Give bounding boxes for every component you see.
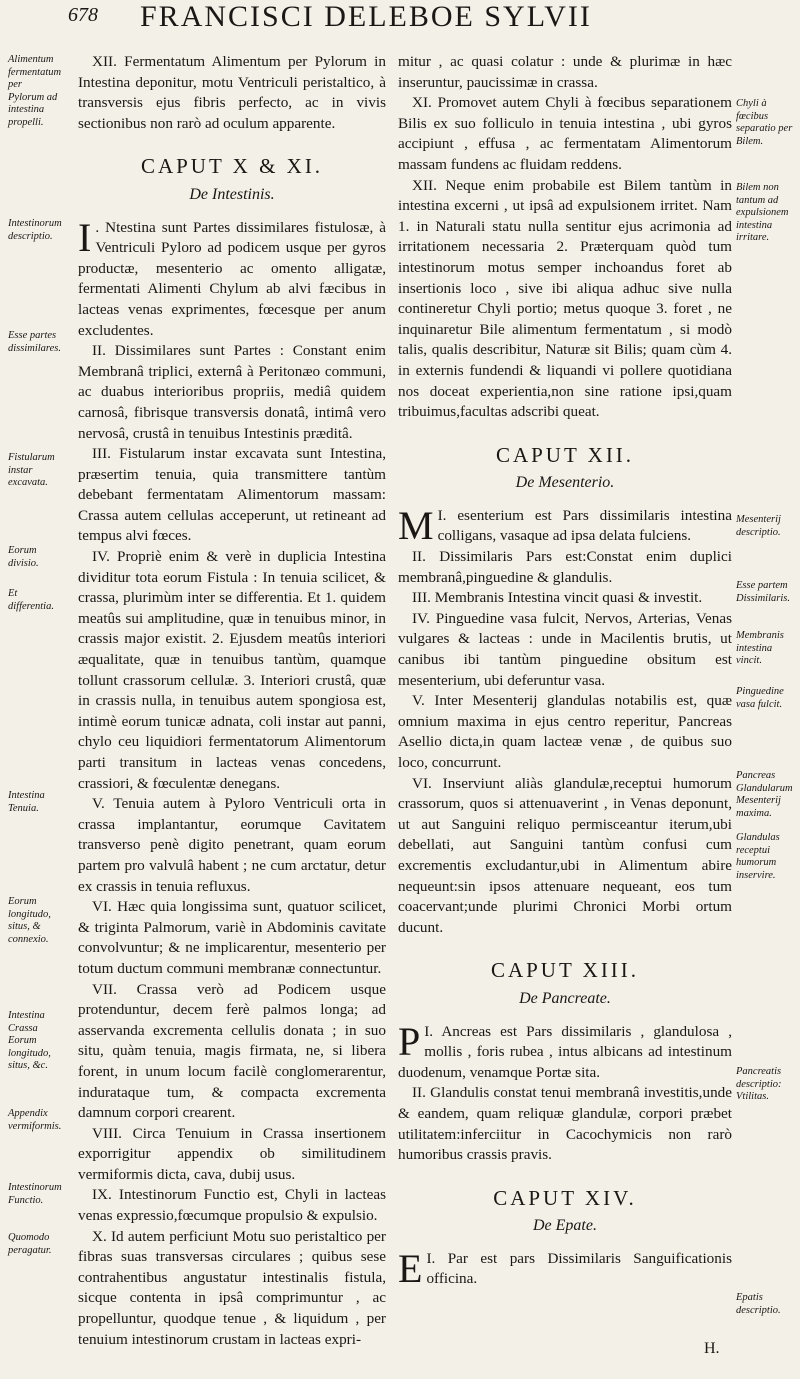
paragraph (398, 609, 732, 691)
paragraph-text: I. Par est pars Dissimilaris Sanguificationis officina. (426, 1249, 732, 1288)
chapter-heading: CAPUT XIII. (490, 958, 640, 983)
paragraph (78, 1227, 386, 1351)
page-number: 678 (68, 4, 98, 26)
paragraph-text: VI. Inserviunt aliàs glandulæ,receptui humorum crassorum, quos si attenuaverint , in Venas deponunt, ut aut Sanguini reliquo permisceantur iterum,ubi debellati, aut Sanguini tantùm confusi cum excrementis excludantur,ubi in Alimentum abire nequeunt:sin ipsos attenuare nequeant, eos tum coacervant;unde plurimi Chronici Morbi ortum ducunt. (398, 774, 732, 936)
paragraph (398, 93, 732, 175)
chapter-heading: CAPUT X & XI. (140, 154, 324, 179)
paragraph (78, 1124, 386, 1186)
paragraph-text: VI. Hæc quia longissima sunt, quatuor scilicet, & triginta Palmorum, variè in Abdominis cavitate convolvuntur; & ne implicarentur, mesenterio per totum ductum communi membranæ connectuntur. (78, 898, 386, 977)
margin-note: Chyli à fœcibus separatio per Bilem. (736, 98, 793, 147)
margin-note: Mesenterij descriptio. (736, 514, 781, 538)
paragraph-text: X. Id autem perficiunt Motu suo peristaltico per fibras suas transversas circulares ; quibus sese contrahentibus angustatur intestinalis fistula, sicque contenta in ipsâ comprimuntur , ac propelluntur, quodque tenue , & liquidum , per tenuium intestinorum crustam in lacteas expri- (78, 1227, 386, 1348)
drop-capital: P (398, 1018, 421, 1064)
drop-capital: M (398, 502, 434, 548)
margin-note: Intestinorum descriptio. (8, 218, 62, 242)
paragraph-text: III. Membranis Intestina vincit quasi & investit. (412, 589, 703, 607)
left-column (78, 52, 386, 1350)
margin-note: Eorum longitudo, situs, & connexio. (8, 896, 51, 945)
margin-note: Intestinorum Functio. (8, 1182, 62, 1206)
paragraph-text: . Ntestina sunt Partes dissimilares fistulosæ, à Ventriculi Pyloro ad podicem usque per gyros productæ, mesenterio ac omento alligatæ, fermentati Alimenti Chylum ab alvi fæcibus in lacteas venas exprimentes, fœcesque per anum excludentes. (78, 218, 386, 339)
paragraph (78, 1185, 386, 1226)
paragraph (78, 794, 386, 897)
drop-capital: E (398, 1245, 423, 1291)
paragraph (78, 980, 386, 1124)
margin-note: Bilem non tantum ad expulsionem intestina irritare. (736, 182, 789, 243)
paragraph (78, 214, 386, 342)
paragraph-text: XII. Neque enim probabile est Bilem tantùm in intestina excerni , ut ipsâ ad expulsionem irritet. Nam 1. in Naturali statu nulla sentitur ejus acrimonia ad irritationem necessaria 2. Præterquam quòd tum intestinorum motus semper inchoandus foret ab insertionis loco , sive ibi aliqua adhuc sive nulla contineretur Chyli portio; metus quoque 3. foret , ne inquinaretur Bile alimentum fermentatum , si modò talis, qualis describitur, Naturæ sit Bilis; quam cùm 4. in externis fundendi & liquandi vi pollere quotidiana nos doceat experientia,non sine ratione ipsi,quam tribuimus,facultas adscribi queat. (398, 176, 732, 421)
margin-note: Et differentia. (8, 588, 54, 612)
paragraph (78, 897, 386, 979)
paragraph (78, 341, 386, 444)
chapter-subtitle: De Epate. (533, 1217, 597, 1235)
chapter-heading: CAPUT XIV. (493, 1185, 637, 1210)
chapter-heading: CAPUT XII. (495, 442, 635, 467)
paragraph (398, 547, 732, 588)
paragraph-text: II. Dissimilares sunt Partes : Constant enim Membranâ triplici, externâ à Peritonæo communi, ac duabus interioribus propriis, mediâ quidem carnosâ, fibrisque transversis donatâ, intimâ vero nervosâ, crustâ in tenuibus Intestinis præditâ. (78, 342, 386, 442)
margin-note: Membranis intestina vincit. (736, 630, 784, 666)
paragraph-text: IV. Pinguedine vasa fulcit, Nervos, Arterias, Venas vulgares & lacteas : unde in Macilentis brutis, ut canibus ibi tantùm pinguedine obsitum est mesenterium, ubi deferuntur vasa. (398, 609, 732, 689)
margin-note: Esse partem Dissimilaris. (736, 580, 790, 604)
paragraph-text: V. Inter Mesenterij glandulas notabilis est, quæ omnium maxima in ejus centro reperitur, Pancreas Asellio dicta,in quam lacteæ venæ , de quibus suo loco, concurrunt. (398, 692, 732, 771)
chapter-subtitle: De Mesenterio. (515, 474, 615, 492)
margin-note: Pancreas Glandularum Mesenterij maxima. (736, 770, 793, 819)
paragraph (398, 1083, 732, 1165)
paragraph (78, 52, 386, 134)
right-column (398, 52, 732, 1290)
paragraph-text: I. Ancreas est Pars dissimilaris , glandulosa , mollis , foris rubea , intus albicans ad intestinum duodenum, venamque Portæ sita. (398, 1022, 732, 1081)
chapter-subtitle: De Pancreate. (519, 989, 611, 1007)
paragraph-text: mitur , ac quasi colatur : unde & plurimæ in hæc inseruntur, paucissimæ in crassa. (398, 53, 732, 91)
paragraph (398, 1245, 732, 1291)
margin-note: Pinguedine vasa fulcit. (736, 686, 784, 710)
paragraph-text: V. Tenuia autem à Pyloro Ventriculi orta in crassa implantantur, eorumque Cavitatem transverso penè digito penetrant, quam eorum partem pro valvulâ habent ; ne cum arctatur, detur ex crassis in tenuia refluxus. (78, 795, 386, 895)
paragraph-text: IX. Intestinorum Functio est, Chyli in lacteas venas expressio,fœcumque propulsio & expulsio. (78, 1186, 386, 1225)
signature-mark: H. (704, 1340, 720, 1357)
margin-note: Esse partes dissimilares. (8, 330, 61, 354)
paragraph (398, 691, 732, 773)
margin-note: Eorum divisio. (8, 545, 39, 569)
paragraph (398, 52, 732, 93)
margin-note: Quomodo peragatur. (8, 1232, 52, 1256)
margin-note: Alimentum fermentatum per Pylorum ad intestina propelli. (8, 54, 62, 128)
paragraph-text: XI. Promovet autem Chyli à fœcibus separationem Bilis ex suo folliculo in tenuia intestina , ubi gyros accipiunt , effusa , ac fermentatam Alimentorum massam fundens ac fluidam reddens. (398, 94, 732, 173)
paragraph-text: II. Dissimilaris Pars est:Constat enim duplici membranâ,pinguedine & glandulis. (398, 548, 732, 586)
paragraph-text: VII. Crassa verò ad Podicem usque protenduntur, decem ferè palmos longa; ad asservanda excrementa cellulis donata ; in suo situ, quàm tenuia, magis firmata, ne, si libera forent, in unum locum facilè conglomerarentur, indurataque tum, & compacta excrementa damnum corpori crearent. (78, 980, 386, 1122)
paragraph (78, 547, 386, 794)
running-head: FRANCISCI DELEBOE SYLVII (140, 0, 592, 33)
margin-note: Appendix vermiformis. (8, 1108, 62, 1132)
paragraph-text: III. Fistularum instar excavata sunt Intestina, præsertim tenuia, quia transmittere tantùm debebant fermentatam Alimentorum massam: Crassa autem cellulas acceperunt, ut retineant ad tempus alvi fœces. (78, 445, 386, 545)
paragraph-text: IV. Propriè enim & verè in duplicia Intestina dividitur tota eorum Fistula : In tenuia scilicet, & crassa, plurimùm inter se differentia. Et 1. quidem meatûs sui amplitudine, quæ in tenuibus minor, in crassis major existit. 2. Ejusdem meatûs interiori æqualitate, quæ in tenuibus tantùm, quamque tollunt crassorum cellulæ. 3. Interiori crustâ, quæ in crassis nulla, in tenuibus autem spongiosa est, intimè eorum tunicæ adnata, coli instar aut panni, chylo ceu liquidiori fermentatorum Alimentorum parti transitum in lacteas venas concedens, crassiori, & fœculentæ denegans. (78, 548, 386, 792)
paragraph (78, 444, 386, 547)
margin-note: Glandulas receptui humorum inservire. (736, 832, 780, 881)
paragraph-text: I. esenterium est Pars dissimilaris intestina colligans, vasaque ad ipsa delata fulciens. (437, 506, 732, 545)
paragraph (398, 176, 732, 423)
paragraph-text: VIII. Circa Tenuium in Crassa insertionem exporrigitur appendix ob similitudinem vermiformis dicta, cava, dubij usus. (78, 1124, 386, 1183)
margin-note: Intestina Crassa Eorum longitudo, situs, &c. (8, 1010, 51, 1071)
margin-note: Fistularum instar excavata. (8, 452, 55, 488)
paragraph (398, 774, 732, 939)
paragraph-text: II. Glandulis constat tenui membranâ investitis,unde & eandem, quam reliquæ glandulæ, corpori præbet utilitatem:inferciitur in Cacochymicis non rarò humoribus crassis pravis. (398, 1084, 732, 1164)
chapter-subtitle: De Intestinis. (189, 185, 275, 203)
margin-note: Pancreatis descriptio: Vtilitas. (736, 1066, 782, 1102)
paragraph (398, 1018, 732, 1084)
margin-note: Intestina Tenuia. (8, 790, 45, 814)
paragraph (398, 502, 732, 548)
margin-note: Epatis descriptio. (736, 1292, 781, 1316)
paragraph-text: XII. Fermentatum Alimentum per Pylorum in Intestina deponitur, motu Ventriculi peristaltico, à transversis ejus fibris perfecto, ac in vivis sectionibus non rarò ad oculum apparente. (78, 53, 386, 132)
paragraph (398, 588, 732, 609)
drop-capital: I (78, 214, 92, 260)
